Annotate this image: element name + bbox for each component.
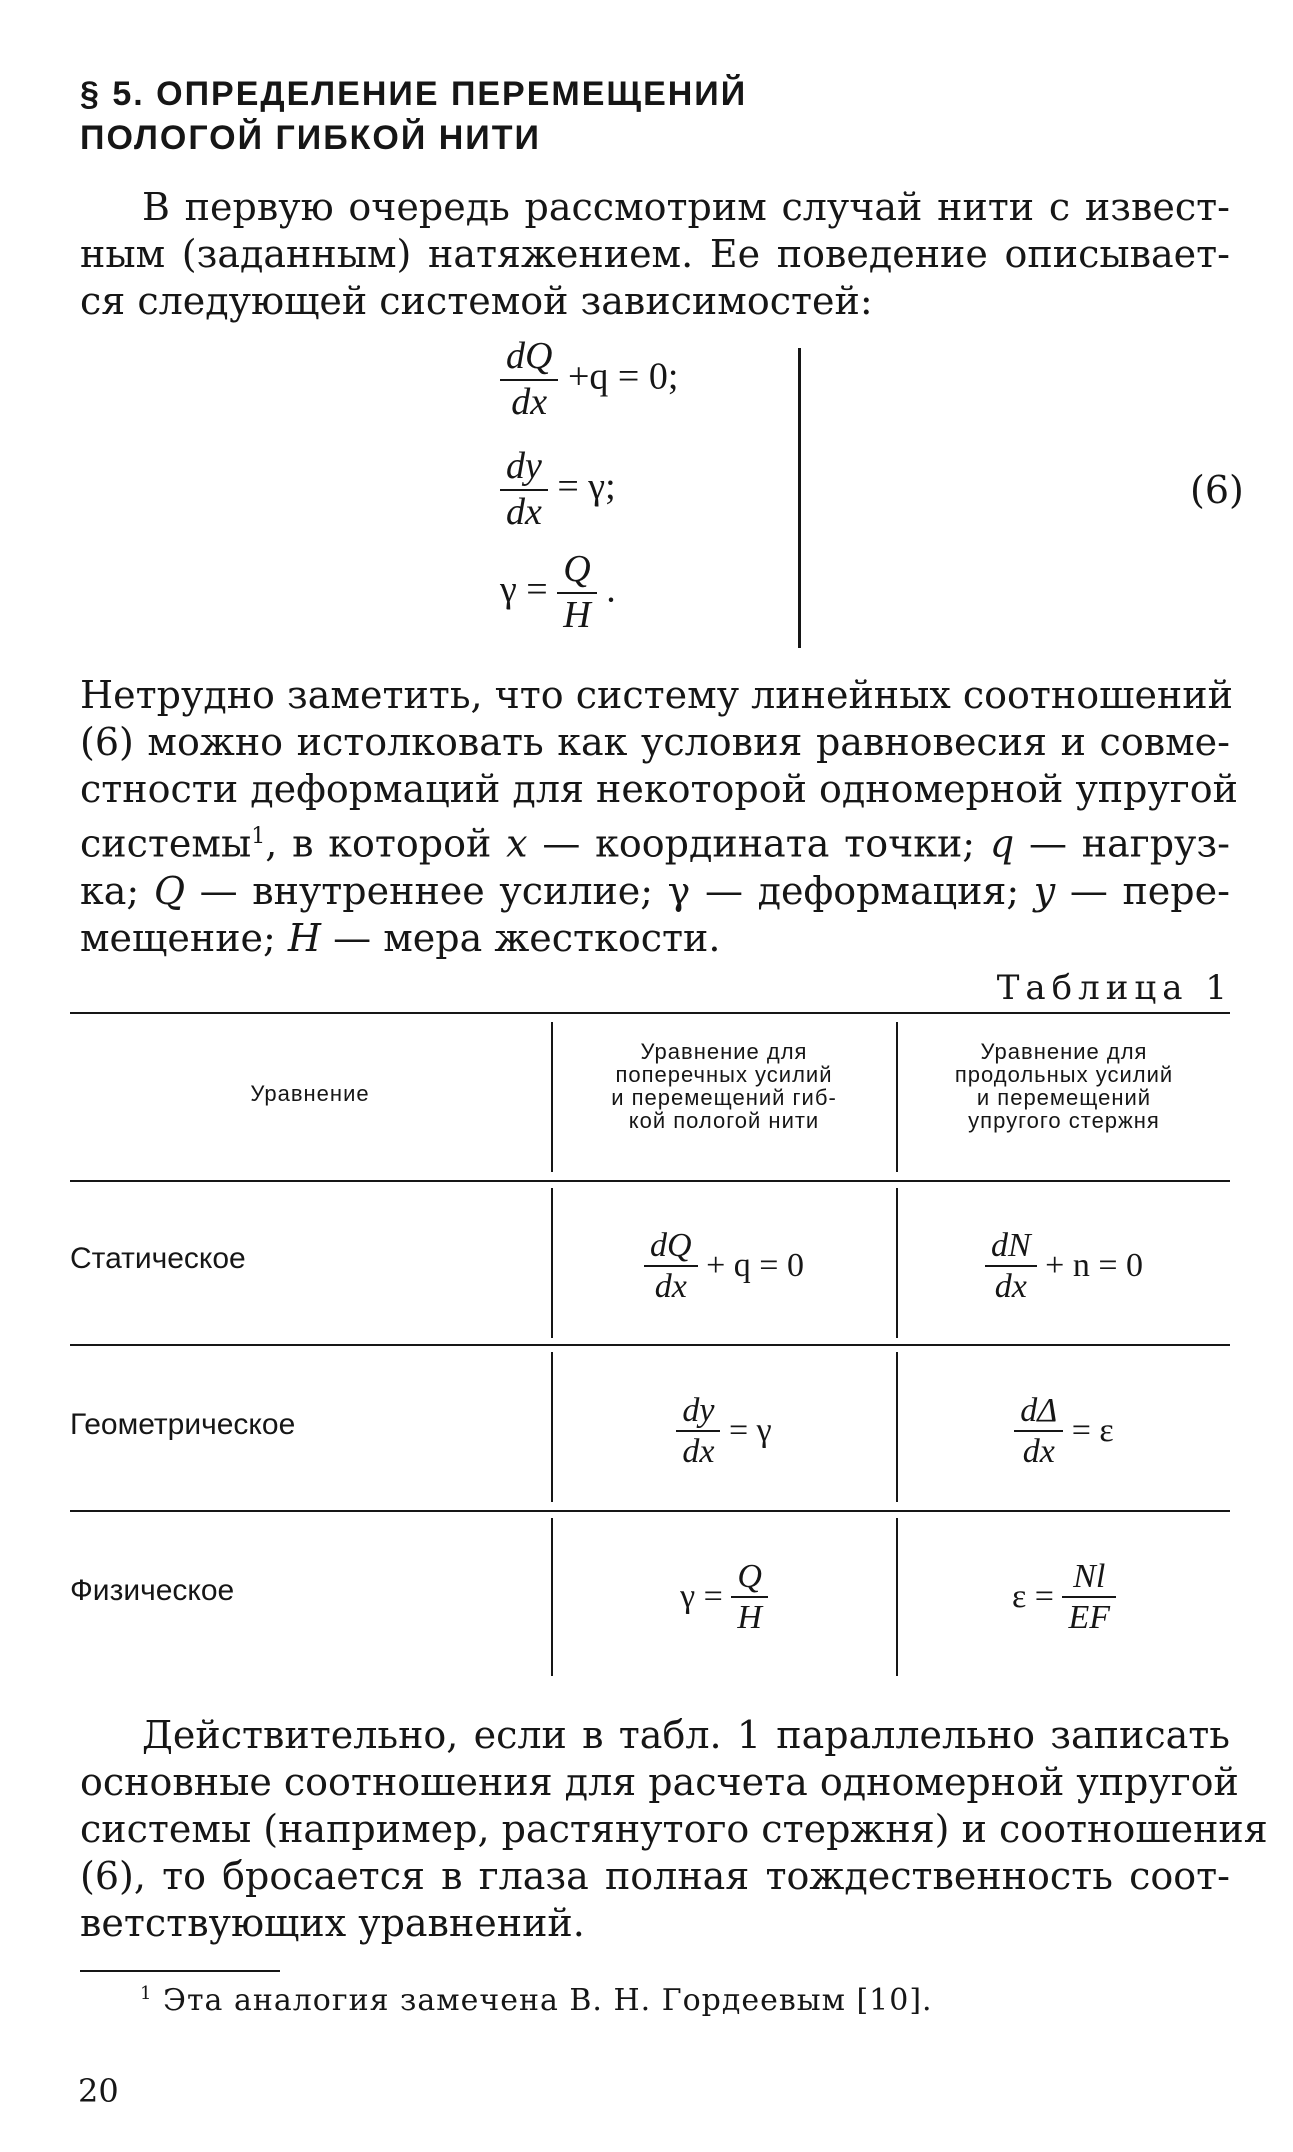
text-fragment: — мера жесткости. <box>333 915 721 960</box>
equation-1 <box>500 335 678 424</box>
header-line: продольных усилий <box>954 1062 1174 1087</box>
paragraph-line: Нетрудно заметить, что систему линейных соотношений <box>80 673 1233 717</box>
header-line: упругого стержня <box>968 1108 1160 1133</box>
eq1-numerator: dQ <box>500 335 558 381</box>
row-label-static: Статическое <box>70 1242 246 1275</box>
eq1-rest: +q = 0; <box>567 355 679 398</box>
paragraph-line: основные соотношения для расчета одномерной упругой <box>80 1760 1239 1804</box>
eq2-denominator: dx <box>506 490 542 533</box>
table-header-col3 <box>898 1040 1230 1132</box>
paragraph-conclusion <box>80 1712 1268 1947</box>
table-header-col2 <box>553 1040 895 1132</box>
footnote-text: Эта аналогия замечена В. Н. Гордеевым [10]. <box>163 1983 933 2018</box>
table-row-rule <box>70 1344 1230 1346</box>
eq1-denominator: dx <box>511 380 548 423</box>
table-row-rule <box>70 1510 1230 1512</box>
eq3-denominator: H <box>563 593 591 636</box>
equation-number: (6) <box>1190 468 1244 512</box>
frac-num: Nl <box>1062 1557 1116 1598</box>
table-caption: Таблица 1 <box>996 968 1233 1008</box>
frac-den: dx <box>994 1268 1027 1305</box>
cell-physical-rod <box>898 1522 1230 1672</box>
cell-geometric-string <box>553 1356 895 1506</box>
frac-num: Q <box>731 1557 768 1598</box>
text-fragment: , в которой <box>265 821 492 866</box>
var-x: x <box>506 821 528 866</box>
paragraph-line: ным (заданным) натяжением. Ее поведение описывает- <box>80 232 1230 276</box>
text-fragment: — пере- <box>1069 868 1230 913</box>
paragraph-line: Действительно, если в табл. 1 параллельно записать <box>142 1713 1230 1757</box>
equation-3 <box>500 548 616 637</box>
frac-den: dx <box>682 1433 715 1470</box>
paragraph-line <box>80 868 1230 915</box>
text-fragment: — нагруз- <box>1029 821 1230 866</box>
cell-geometric-rod <box>898 1356 1230 1506</box>
section-title <box>80 72 747 160</box>
eq2-numerator: dy <box>500 445 548 491</box>
section-title-line2: ПОЛОГОЙ ГИБКОЙ НИТИ <box>80 119 541 157</box>
table-top-rule <box>70 1012 1230 1014</box>
cell-rest: + n = 0 <box>1045 1247 1144 1284</box>
var-H: H <box>287 915 322 960</box>
paragraph-line: ветствующих уравнений. <box>80 1901 585 1945</box>
cell-physical-string <box>553 1522 895 1672</box>
frac-den: dx <box>654 1268 687 1305</box>
eq3-numerator: Q <box>557 548 596 594</box>
paragraph-line: (6) можно истолковать как условия равновесия и совме- <box>80 720 1230 764</box>
header-line: поперечных усилий <box>615 1062 833 1087</box>
paragraph-line: системы (например, растянутого стержня) и соотношения <box>80 1807 1268 1851</box>
text-fragment: мещение; <box>80 915 276 960</box>
text-fragment: — внутреннее усилие; γ — деформация; <box>199 868 1020 913</box>
paragraph-line: В первую очередь рассмотрим случай нити с извест- <box>142 185 1230 229</box>
frac-den: dx <box>1022 1433 1055 1470</box>
section-title-line1: § 5. ОПРЕДЕЛЕНИЕ ПЕРЕМЕЩЕНИЙ <box>80 75 748 113</box>
eq3-rest: . <box>606 568 616 611</box>
footnote-rule <box>80 1970 280 1972</box>
paragraph-line: стности деформаций для некоторой одномерной упругой <box>80 767 1238 811</box>
paragraph-analogy <box>80 672 1238 962</box>
var-Q: Q <box>153 868 185 913</box>
header-line: и перемещений гиб- <box>611 1085 837 1110</box>
eq2-rest: = γ; <box>557 465 616 508</box>
paragraph-line: (6), то бросается в глаза полная тождественность соот- <box>80 1854 1230 1898</box>
frac-num: dy <box>676 1391 720 1432</box>
var-q: q <box>989 821 1015 866</box>
row-label-physical: Физическое <box>70 1574 235 1607</box>
system-brace <box>790 348 801 648</box>
table-header-col1: Уравнение <box>250 1081 370 1106</box>
cell-rest: = γ <box>728 1412 772 1449</box>
var-y: y <box>1033 868 1056 913</box>
frac-num: dQ <box>644 1226 698 1267</box>
paragraph-line <box>80 915 1230 962</box>
footnote <box>140 1983 933 2018</box>
text-fragment: системы <box>80 821 252 866</box>
paragraph-line: ся следующей системой зависимостей: <box>80 279 873 323</box>
equation-2 <box>500 445 616 534</box>
cell-static-string <box>553 1192 895 1340</box>
cell-rest: + q = 0 <box>706 1247 804 1284</box>
header-line: Уравнение для <box>640 1039 808 1064</box>
text-fragment: ка; <box>80 868 140 913</box>
text-fragment: — координата точки; <box>542 821 976 866</box>
frac-den: EF <box>1068 1599 1110 1636</box>
paragraph-line <box>80 813 1230 868</box>
cell-lhs: γ = <box>680 1578 723 1615</box>
eq3-lhs: γ = <box>500 568 548 611</box>
footnote-mark: 1 <box>140 1983 153 2004</box>
row-label-geometric: Геометрическое <box>70 1408 296 1441</box>
frac-num: dΔ <box>1014 1391 1063 1432</box>
paragraph-intro <box>80 184 1230 325</box>
frac-num: dN <box>985 1226 1037 1267</box>
frac-den: H <box>737 1599 762 1636</box>
header-line: кой пологой нити <box>628 1108 820 1133</box>
cell-static-rod <box>898 1192 1230 1340</box>
footnote-ref: 1 <box>251 824 266 849</box>
page-number: 20 <box>78 2072 119 2110</box>
cell-rest: = ε <box>1071 1412 1114 1449</box>
cell-lhs: ε = <box>1012 1578 1054 1615</box>
header-line: и перемещений <box>976 1085 1152 1110</box>
table-header-rule <box>70 1180 1230 1182</box>
header-line: Уравнение для <box>980 1039 1148 1064</box>
